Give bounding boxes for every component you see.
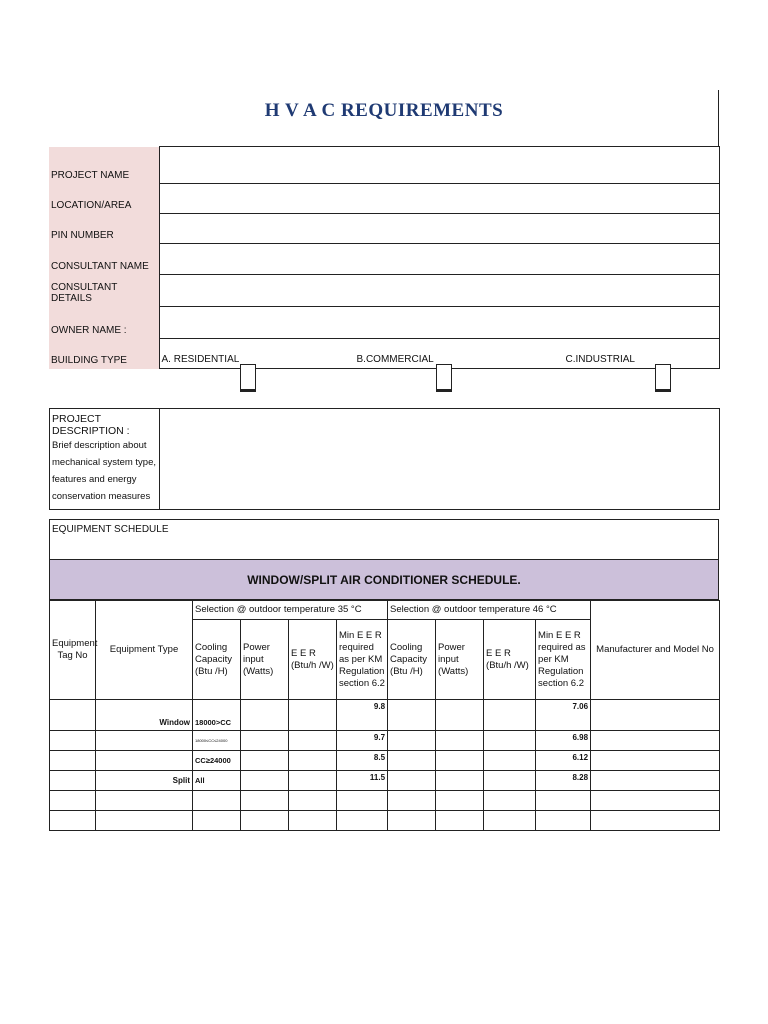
table-row (50, 731, 720, 751)
description-line: Brief description about (52, 440, 147, 451)
residential-label: A. RESIDENTIAL (161, 354, 240, 365)
label-project-name: PROJECT NAME (49, 147, 159, 184)
industrial-label: C.INDUSTRIAL (565, 354, 635, 365)
label-pin-number: PIN NUMBER (49, 214, 159, 244)
project-description-label (50, 409, 160, 510)
sub-header-min-eer: Min E E R required as per KM Regulation section 6.2 (536, 620, 591, 700)
label-owner-name: OWNER NAME : (49, 307, 159, 339)
equipment-type-cell: Split (96, 771, 193, 791)
col-header-manufacturer: Manufacturer and Model No (591, 601, 720, 700)
sub-header-capacity: Cooling Capacity (Btu /H) (388, 620, 436, 700)
table-row (50, 700, 720, 731)
project-description-table (49, 408, 720, 510)
sub-header-power: Power input (Watts) (436, 620, 484, 700)
title-border (718, 90, 719, 146)
sub-header-capacity: Cooling Capacity (Btu /H) (193, 620, 241, 700)
commercial-checkbox[interactable] (436, 364, 452, 392)
project-name-field[interactable] (159, 147, 719, 184)
project-info-table (49, 146, 720, 369)
table-row (50, 791, 720, 811)
project-description-heading: PROJECT DESCRIPTION : (52, 413, 130, 437)
min-eer-46-cell: 7.06 (536, 700, 591, 731)
capacity-cell: CC≥24000 (193, 751, 241, 771)
equipment-type-cell: Window (96, 700, 193, 731)
pin-number-field[interactable] (159, 214, 719, 244)
label-location: LOCATION/AREA (49, 184, 159, 214)
equipment-type-cell (96, 731, 193, 751)
group-header-46c: Selection @ outdoor temperature 46 °C (388, 601, 591, 620)
table-row (50, 771, 720, 791)
consultant-details-field[interactable] (159, 275, 719, 307)
location-field[interactable] (159, 184, 719, 214)
sub-header-eer: E E R (Btu/h /W) (484, 620, 536, 700)
description-line: features and energy (52, 474, 137, 485)
description-line: mechanical system type, (52, 457, 157, 468)
equipment-schedule-label: EQUIPMENT SCHEDULE (52, 524, 169, 535)
consultant-name-field[interactable] (159, 244, 719, 275)
project-description-field[interactable] (160, 409, 720, 510)
label-consultant-name: CONSULTANT NAME (49, 244, 159, 275)
min-eer-35-cell: 8.5 (337, 751, 388, 771)
table-row (50, 811, 720, 831)
min-eer-35-cell: 9.7 (337, 731, 388, 751)
page-title: H V A C REQUIREMENTS (264, 100, 504, 121)
min-eer-35-cell: 9.8 (337, 700, 388, 731)
min-eer-46-cell: 6.98 (536, 731, 591, 751)
owner-name-field[interactable] (159, 307, 719, 339)
residential-checkbox[interactable] (240, 364, 256, 392)
capacity-cell: 18000>CC (193, 700, 241, 731)
min-eer-35-cell: 11.5 (337, 771, 388, 791)
capacity-cell: All (193, 771, 241, 791)
equipment-type-cell (96, 751, 193, 771)
description-line: conservation measures (52, 491, 151, 502)
group-header-35c: Selection @ outdoor temperature 35 °C (193, 601, 388, 620)
min-eer-46-cell: 8.28 (536, 771, 591, 791)
label-building-type: BUILDING TYPE (49, 339, 159, 369)
schedule-banner: WINDOW/SPLIT AIR CONDITIONER SCHEDULE. (49, 560, 719, 600)
industrial-checkbox[interactable] (655, 364, 671, 392)
ac-schedule-table (49, 600, 720, 831)
commercial-label: B.COMMERCIAL (356, 354, 434, 365)
col-header-type: Equipment Type (96, 601, 193, 700)
table-row (50, 751, 720, 771)
sub-header-power: Power input (Watts) (241, 620, 289, 700)
sub-header-min-eer: Min E E R required as per KM Regulation section 6.2 (337, 620, 388, 700)
capacity-cell: 18000≤CC≤24000 (193, 731, 241, 751)
equipment-schedule-box (49, 519, 719, 560)
col-header-tag: Equipment Tag No (50, 601, 96, 700)
label-consultant-details: CONSULTANT DETAILS (49, 275, 159, 307)
min-eer-46-cell: 6.12 (536, 751, 591, 771)
building-type-options (159, 339, 719, 369)
sub-header-eer: E E R (Btu/h /W) (289, 620, 337, 700)
